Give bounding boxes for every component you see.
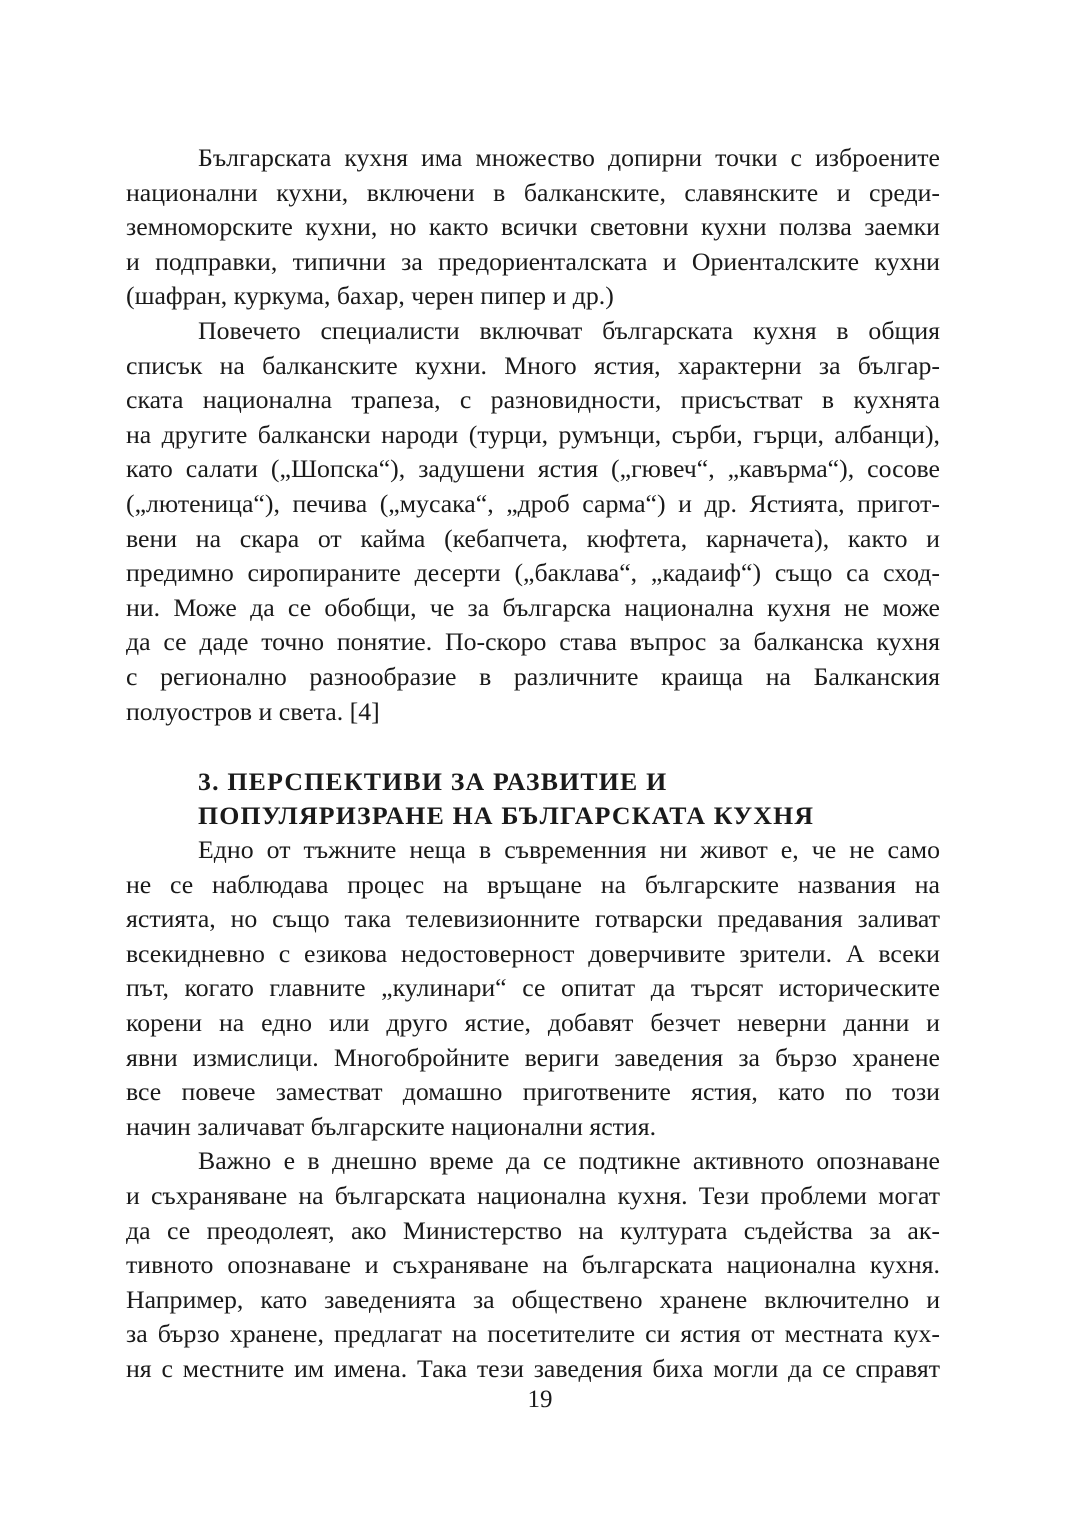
paragraph-line: всекидневно с езикова недостоверност доверчивите зрители. А всеки [126, 938, 940, 968]
text-column [126, 141, 940, 1387]
paragraph-line: явни измислици. Многобройните вериги заведения за бързо хранене [126, 1042, 940, 1072]
paragraph-line: ската национална трапеза, с разновидности, присъстват в кухнята [126, 385, 940, 415]
paragraph-line: като салати („Шопска“), задушени ястия („гювеч“, „кавърма“), сосове [126, 454, 940, 484]
paragraph-line: на другите балкански народи (турци, румънци, сърби, гърци, албанци), [126, 419, 940, 449]
paragraph-line: да се преодолеят, ако Министерство на културата съдейства за ак- [126, 1215, 940, 1245]
paragraph-line: начин заличават българските национални ястия. [126, 1111, 657, 1141]
paragraph-line: (шафран, куркума, бахар, черен пипер и др.) [126, 281, 614, 311]
paragraph-line: Едно от тъжните неща в съвременния ни живот е, че не само [198, 835, 940, 865]
paragraph-line: земноморските кухни, но както всички световни кухни ползва заемки [126, 212, 940, 242]
paragraph-line: за бързо хранене, предлагат на посетителите си ястия от местната кух- [126, 1319, 940, 1349]
paragraph-1 [126, 141, 940, 314]
page-number: 19 [527, 1386, 553, 1413]
paragraph-line: Повечето специалисти включват българската кухня в общия [198, 315, 940, 345]
paragraph-line: Българската кухня има множество допирни точки с изброените [198, 143, 940, 172]
paragraph-line: и съхраняване на българската национална кухня. Тези проблеми могат [126, 1181, 940, 1211]
paragraph-line: („лютеница“), печива („мусака“, „дроб сарма“) и др. Ястията, пригот- [126, 488, 940, 518]
paragraph-line: Например, като заведенията за обществено хранене включително и [126, 1284, 940, 1314]
paragraph-line: и подправки, типични за предориенталската и Ориенталските кухни [126, 246, 940, 276]
paragraph-line: да се даде точно понятие. По-скоро става въпрос за балканска кухня [126, 627, 940, 657]
paragraph-line: предимно сиропираните десерти („баклава“, „кадаиф“) също са сход- [126, 558, 940, 588]
paragraph-2 [126, 314, 940, 729]
paragraph-line: тивното опознаване и съхраняване на българската национална кухня. [126, 1250, 940, 1280]
paragraph-line: корени на едно или друго ястие, добавят безчет неверни данни и [126, 1008, 940, 1038]
paragraph-line: с регионално разнообразие в различните краища на Балканския [126, 661, 940, 691]
paragraph-line: не се наблюдава процес на връщане на българските названия на [126, 869, 940, 899]
section-heading [126, 765, 940, 833]
paragraph-line: ни. Може да се обобщи, че за българска национална кухня не може [126, 592, 940, 622]
paragraph-line: все повече заместват домашно приготвените ястия, като по този [126, 1077, 940, 1107]
paragraph-line: вени на скара от кайма (кебапчета, кюфтета, карначета), както и [126, 523, 940, 553]
section-heading-line-1: 3. ПЕРСПЕКТИВИ ЗА РАЗВИТИЕ И [198, 767, 668, 797]
paragraph-line: път, когато главните „кулинари“ се опитат да търсят историческите [126, 973, 940, 1003]
section-heading-line-2: ПОПУЛЯРИЗРАНЕ НА БЪЛГАРСКАТА КУХНЯ [198, 801, 815, 831]
paragraph-line: ня с местните им имена. Така тези заведения биха могли да се справят [126, 1354, 940, 1383]
paragraph-line: списък на балканските кухни. Много ястия, характерни за българ- [126, 350, 940, 380]
paragraph-line: Важно е в днешно време да се подтикне активното опознаване [198, 1146, 940, 1176]
paragraph-4 [126, 1144, 940, 1386]
paragraph-line: ястията, но също така телевизионните готварски предавания заливат [126, 904, 940, 934]
paragraph-line: полуостров и света. [4] [126, 696, 380, 726]
paragraph-3 [126, 833, 940, 1144]
paragraph-line: национални кухни, включени в балканските, славянските и среди- [126, 177, 940, 207]
